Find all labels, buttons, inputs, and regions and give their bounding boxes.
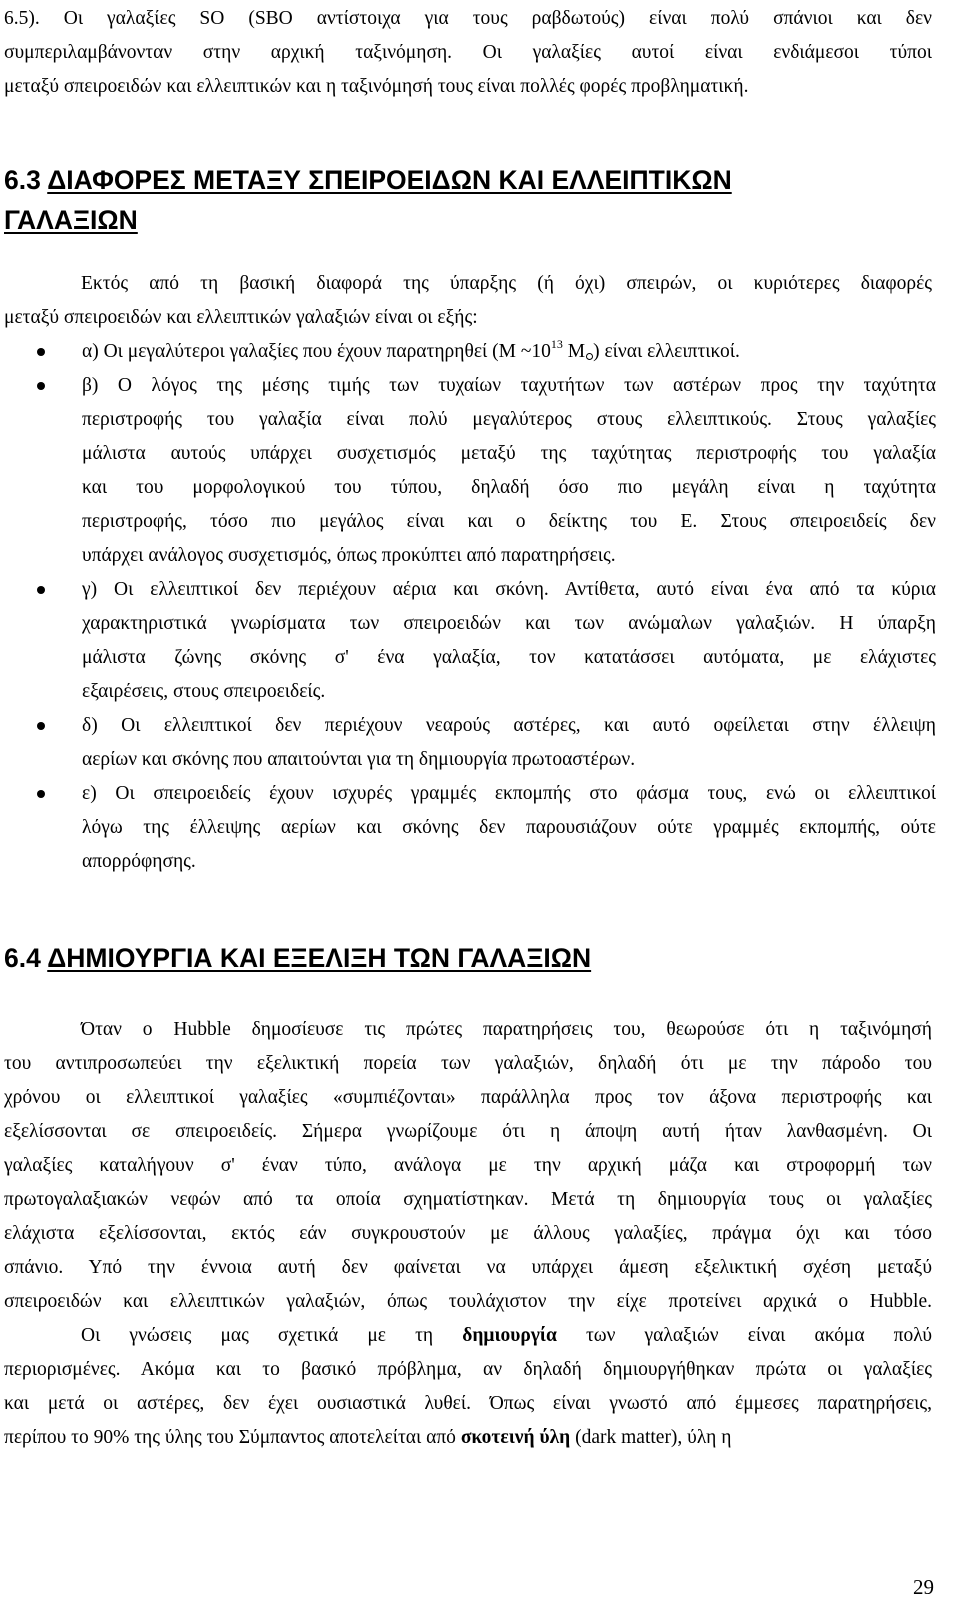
section-6-4-paragraph-2: Οι γνώσεις μας σχετικά με τη δημιουργία των γαλαξιών είναι ακόμα πολύ περιορισμένες. Ακόμα και το βασικό πρόβλημα, αν δηλαδή δημιουργήθηκαν πρώτα οι γαλαξίες και μετά οι αστέρες, δεν έχει ουσιαστικά λυθεί. Όπως είναι γνωστό από έμμεσες παρατηρήσεις, περίπου το 90% της ύλης του Σύμπαντος αποτελείται από σκοτεινή ύλη (dark matter), ύλη η	[4, 1325, 933, 1448]
section-6-4-paragraph-1: Όταν ο Hubble δημοσίευσε τις πρώτες παρατηρήσεις του, θεωρούσε ότι η ταξινόμησή του αντιπροσωπεύει την εξελικτική πορεία των γαλαξιών, δηλαδή ότι με την πάροδο του χρόνου οι ελλειπτικοί γαλαξίες «συμπιέζονται» παράλληλα προς τον άξονα περιστροφής και εξελίσσονται σε σπειροειδείς. Σήμερα γνωρίζουμε ότι η άποψη αυτή ήταν λανθασμένη. Οι γαλαξίες καταλήγουν σ' έναν τύπο, ανάλογα με την αρχική μάζα και στροφορμή των πρωτογαλαξιακών νεφών από τα οποία σχηματίστηκαν. Μετά τη δημιουργία τους οι γαλαξίες ελάχιστα εξελίσσονται, εκτός εάν συγκρουστούν με άλλους γαλαξίες, πράγμα όχι και τόσο σπάνιο. Υπό την έννοια αυτή δεν φαίνεται να υπάρχει άμεση εξελικτική σχέση μεταξύ σπειροειδών και ελλειπτικών γαλαξιών, όπως τουλάχιστον την είχε προτείνει αρχικά ο Hubble.	[4, 1019, 932, 1312]
bullet-icon	[37, 382, 45, 390]
heading-title: ΔΗΜΙΟΥΡΓΙΑ ΚΑΙ ΕΞΕΛΙΞΗ ΤΩΝ ΓΑΛΑΞΙΩΝ	[47, 943, 592, 973]
heading-number: 6.3	[4, 165, 41, 195]
text-line: μεταξύ σπειροειδών και ελλειπτικών γαλαξιών είναι οι εξής:	[4, 307, 478, 328]
list-item: δ) Οι ελλειπτικοί δεν περιέχουν νεαρούς αστέρες, και αυτό οφείλεται στην έλλειψη αερίων και σκόνης που απαιτούνται για τη δημιουργία πρωτοαστέρων.	[0, 709, 936, 777]
heading-number: 6.4	[4, 943, 41, 973]
heading-title-line2: ΓΑΛΑΞΙΩΝ	[4, 205, 138, 235]
text-line: συμπεριλαμβάνονταν στην αρχική ταξινόμηση. Οι γαλαξίες αυτοί είναι ενδιάμεσοι τύποι	[4, 42, 932, 63]
top-paragraph	[4, 2, 932, 104]
bullet-icon	[37, 722, 45, 730]
bullet-icon	[37, 348, 45, 356]
list-item: β) Ο λόγος της μέσης τιμής των τυχαίων ταχυτήτων των αστέρων προς την ταχύτητα περιστροφής του γαλαξία είναι πολύ μεγαλύτερος στους ελλειπτικούς. Στους γαλαξίες μάλιστα αυτούς υπάρχει συσχετισμός μεταξύ της ταχύτητας περιστροφής του γαλαξία και του μορφολογικού του τύπου, δηλαδή όσο πιο μεγάλη είναι η ταχύτητα περιστροφής, τόσο πιο μεγάλος είναι και ο δείκτης του Ε. Στους σπειροειδείς δεν υπάρχει ανάλογος συσχετισμός, όπως προκύπτει από παρατηρήσεις.	[0, 369, 936, 573]
heading-title-line1: ΔΙΑΦΟΡΕΣ ΜΕΤΑΞΥ ΣΠΕΙΡΟΕΙΔΩΝ ΚΑΙ ΕΛΛΕΙΠΤΙΚΩΝ	[47, 165, 732, 195]
list-item: α) Οι μεγαλύτεροι γαλαξίες που έχουν παρατηρηθεί (Μ $\sim 10^{13}$ Μ ) είναι ελλειπτικοί.	[0, 335, 936, 369]
list-item: ε) Οι σπειροειδείς έχουν ισχυρές γραμμές εκπομπής στο φάσμα τους, ενώ οι ελλειπτικοί λόγω της έλλειψης αερίων και σκόνης δεν παρουσιάζουν ούτε γραμμές εκπομπής, ούτε απορρόφησης.	[0, 777, 936, 879]
section-6-3-intro	[4, 267, 932, 335]
bullet-icon	[37, 790, 45, 798]
exponent: 13	[550, 337, 563, 351]
page-number: 29	[913, 1575, 934, 1599]
text-line: Εκτός από τη βασική διαφορά της ύπαρξης (ή όχι) σπειρών, οι κυριότερες διαφορές	[81, 273, 932, 294]
text-line: μεταξύ σπειροειδών και ελλειπτικών και η ταξινόμησή τους είναι πολλές φορές προβληματική.	[4, 76, 749, 97]
bullet-icon	[37, 586, 45, 594]
text-line: 6.5). Οι γαλαξίες SO (SBO αντίστοιχα για τους ραβδωτούς) είναι πολύ σπάνιοι και δεν	[4, 8, 932, 29]
differences-list	[0, 335, 936, 879]
list-item: γ) Οι ελλειπτικοί δεν περιέχουν αέρια και σκόνη. Αντίθετα, αυτό είναι ένα από τα κύρια χαρακτηριστικά γνωρίσματα των σπειροειδών και των ανώμαλων γαλαξιών. Η ύπαρξη μάλιστα ζώνης σκόνης σ' ένα γαλαξία, τον κατατάσσει αυτόματα, με ελάχιστες εξαιρέσεις, στους σπειροειδείς.	[0, 573, 936, 709]
bold-term: δημιουργία	[462, 1325, 557, 1346]
section-heading-6-3	[4, 160, 904, 240]
bold-term: σκοτεινή ύλη	[460, 1427, 571, 1448]
section-heading-6-4	[4, 938, 591, 978]
